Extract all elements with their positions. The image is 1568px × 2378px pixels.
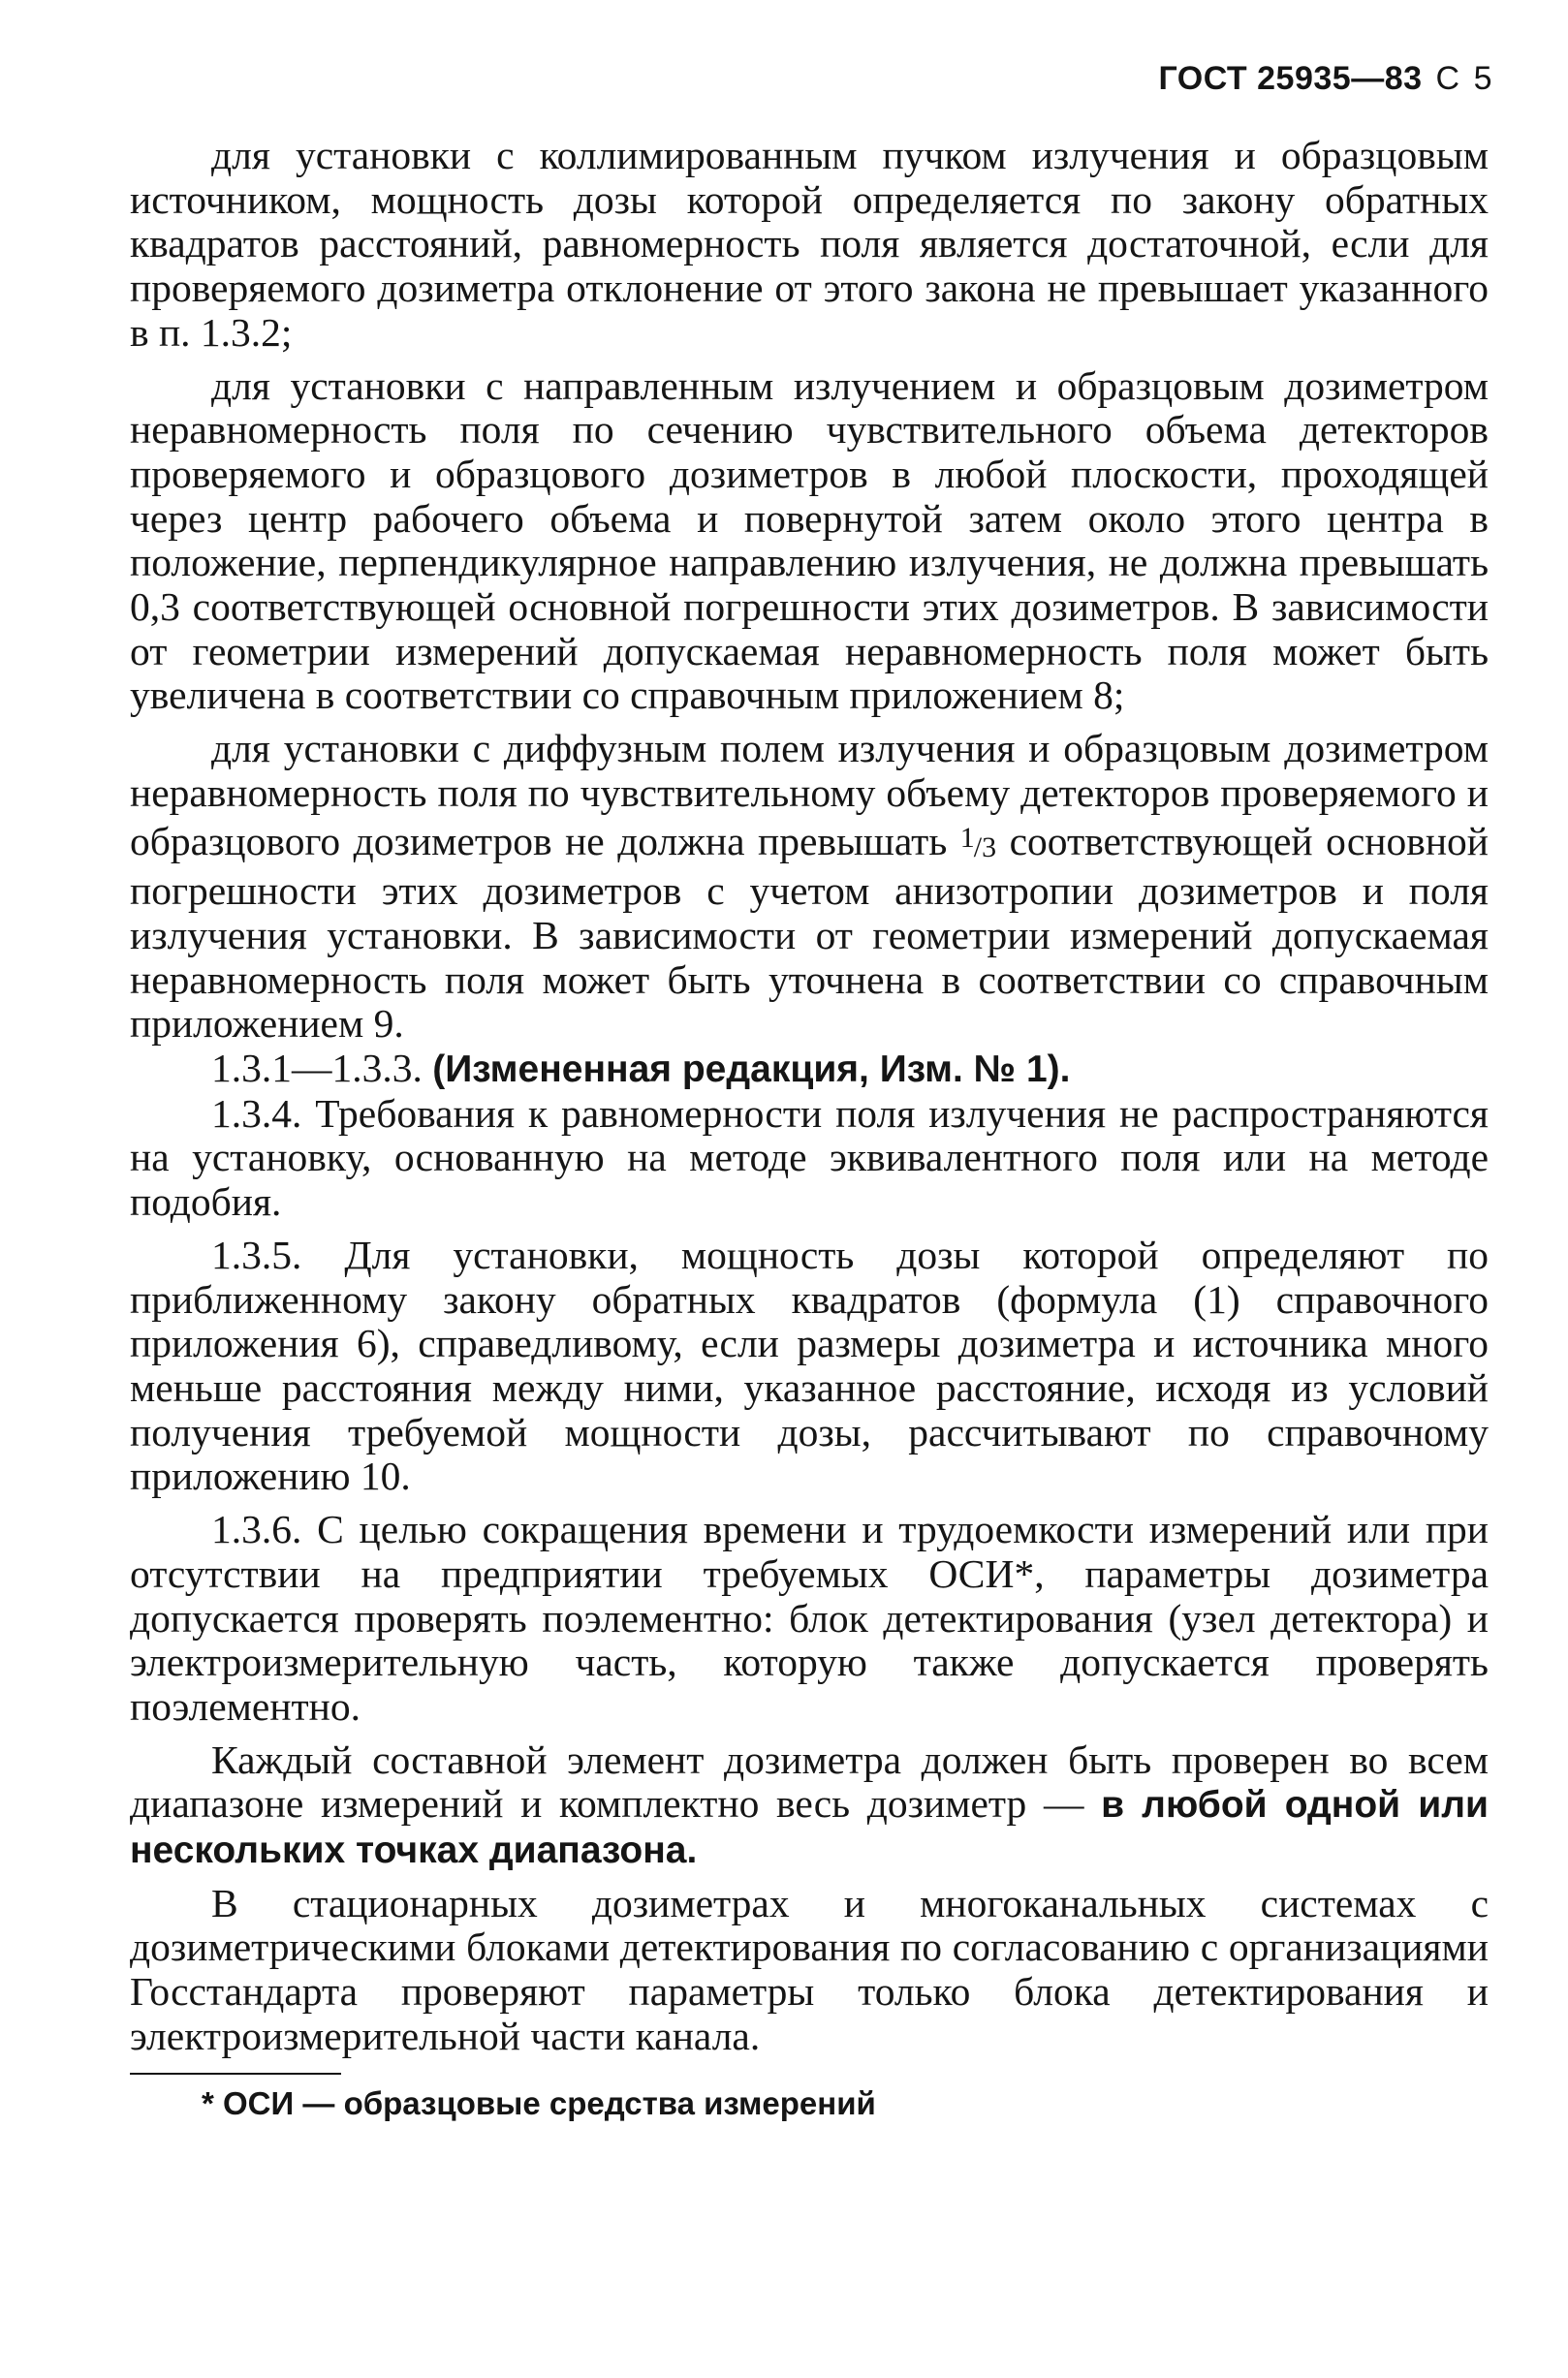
paragraph-text: Каждый составной элемент дозиметра должен быть проверен во всем диапазоне измерений и комплектно весь дозиметр — — [130, 1737, 1489, 1827]
emphasized-text: в любой одной или нескольких точках диапазона. — [130, 1784, 1489, 1872]
amendment-note: (Измененная редакция, Изм. № 1). — [432, 1048, 1071, 1091]
document-body — [130, 134, 1489, 2123]
paragraph-directed-radiation: для установки с направленным излучением и образцовым дозиметром неравномерность поля по сечению чувствительного объема детекторов проверяемого и образцового дозиметров в любой плоскости, проходящей через центр рабочего объема и повернутой затем около этого центра в положение, перпендикулярное направлению излучения, не должна превышать 0,3 соответствующей основной погрешности этих дозиметров. В зависимости от геометрии измерений допускаемая неравномерность поля может быть увеличена в соответствии со справочным приложением 8; — [130, 362, 1489, 718]
paragraph-text: соответствующей основной погрешности этих дозиметров с учетом анизотропии дозиметров и поля излучения установки. В зависимости от геометрии измерений допускаемая неравномерность поля может быть уточнена в соответствии со справочным приложением 9. — [130, 818, 1490, 1047]
paragraph-diffuse-field — [130, 727, 1489, 1047]
page-number: 5 — [1473, 60, 1492, 97]
paragraph-collimated-beam: для установки с коллимированным пучком излучения и образцовым источником, мощность дозы которой определяется по закону обратных квадратов расстояний, равномерность поля является достаточной, если для проверяемого дозиметра отклонение от этого закона не превышает указанного в п. 1.3.2; — [130, 133, 1489, 355]
footnote: * ОСИ — образцовые средства измерений — [202, 2084, 876, 2121]
paragraph-stationary-dosimeters: В стационарных дозиметрах и многоканальных системах с дозиметрическими блоками детектирования по согласованию с организациями Госстандарта проверяют параметры только блока детектирования и электроизмерительной части канала. — [130, 1880, 1489, 2058]
standard-code: ГОСТ 25935—83 — [1158, 60, 1423, 97]
fraction-slash: / — [973, 830, 983, 863]
page-letter: С — [1435, 60, 1460, 97]
paragraph-component-check — [130, 1738, 1489, 1873]
paragraph-amendment — [130, 1047, 1489, 1092]
paragraph-1-3-5: 1.3.5. Для установки, мощность дозы которой определяют по приближенному закону обратных квадратов (формула (1) справочного приложения 6), справедливому, если размеры дозиметра и источника много меньше расстояния между ними, указанное расстояние, исходя из условий получения требуемой мощности дозы, рассчитывают по справочному приложению 10. — [130, 1232, 1489, 1499]
paragraph-1-3-4: 1.3.4. Требования к равномерности поля излучения не распространяются на установку, основанную на методе эквивалентного поля или на методе подобия. — [130, 1090, 1489, 1225]
fraction-numerator: 1 — [959, 821, 974, 854]
page-header — [1158, 60, 1492, 98]
clause-number: 1.3.1—1.3.3. — [211, 1046, 433, 1091]
fraction-denominator: 3 — [982, 830, 997, 863]
paragraph-text: для установки с диффузным полем излучения и образцовым дозиметром неравномерность поля по чувствительному объему детекторов проверяемого и образцового дозиметров не должна превышать — [130, 726, 1489, 863]
footnote-divider — [130, 2073, 341, 2075]
paragraph-1-3-6: 1.3.6. С целью сокращения времени и трудоемкости измерений или при отсутствии на предприятии требуемых ОСИ*, параметры дозиметра допускается проверять поэлементно: блок детектирования (узел детектора) и электроизмерительную часть, которую также допускается проверять поэлементно. — [130, 1507, 1489, 1729]
